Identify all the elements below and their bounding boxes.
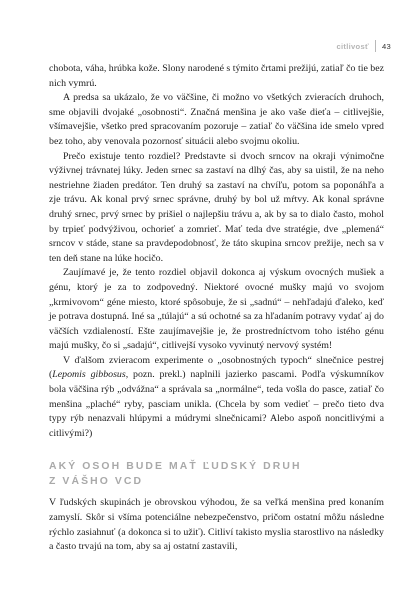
chapter-title: citlivosť — [336, 41, 369, 51]
section-heading-line: Z VÁŠHO VCD — [49, 476, 144, 488]
section-heading — [49, 459, 384, 489]
latin-species-name: Lepomis gibbosus — [52, 369, 126, 381]
section-heading-line: AKÝ OSOH BUDE MAŤ ĽUDSKÝ DRUH — [49, 461, 302, 473]
paragraph-text: , pozn. prekl.) naplnili jazierko pascami. Podľa výskumníkov bola väčšina rýb „odvážna“ a správala sa „normálne“, teda vošla do pasce, zatiaľ čo menšina „plaché“ ryby, pasciam unikla. (Chcela by som vedieť – prečo tieto dva typy rýb nenazvali hlúpymi a múdrymi slnečnicami? Alebo aspoň noncitlivými a citlivými?) — [49, 369, 384, 439]
paragraph: chobota, váha, hrúbka kože. Slony narodené s týmito črtami prežijú, zatiaľ čo tie bez nich vymrú. — [49, 63, 384, 89]
header-divider — [375, 40, 376, 52]
running-header — [336, 40, 391, 52]
paragraph: Zaujímavé je, že tento rozdiel objavil dokonca aj výskum ovocných mušiek a génu, ktorý je za to zodpovedný. Niektoré ovocné mušky majú vo svojom „krmivovom“ géne miesto, ktoré spôsobuje, že si „sadnú“ – nehľadajú ďaleko, keď je potrava dostupná. Iné sa „túlajú“ a sú ochotné sa za hľadaním potravy vydať aj do väčších vzdialeností. Ešte zaujímavejšie je, že prostredníctvom toho istého génu majú mušky, čo si „sadajú“, citlivejší vysoko vyvinutý nervový systém! — [49, 267, 384, 352]
body-text — [49, 62, 384, 555]
paragraph: A predsa sa ukázalo, že vo väčšine, či možno vo všetkých zvieracích druhoch, sme objavili dvojaké „osobnosti“. Značná menšina je ako vaše dieťa – citlivejšie, všímavejšie, všetko pred spracovaním pozoruje – zatiaľ čo väčšina ide smelo vpred bez toho, aby venovala pozornosť situácii alebo svojmu okoliu. — [49, 92, 384, 147]
paragraph — [49, 354, 384, 442]
paragraph-text: V ďalšom zvieracom experimente o „osobnostných typoch“ slnečnice pestrej ( — [49, 354, 384, 381]
paragraph: Prečo existuje tento rozdiel? Predstavte si dvoch srncov na okraji výnimočne výživnej trávnatej lúky. Jeden srnec sa zastaví na dlhý čas, aby sa uistil, že na neho nestriehne žiaden predátor. Ten druhý sa zastaví na chvíľu, potom sa poponáhľa a zje trávu. Ak konal prvý srnec správne, druhý by bol už mŕtvy. Ak konal správne druhý srnec, prvý srnec by prišiel o najlepšiu trávu a, ak by sa to dialo často, mohol by trpieť podvýživou, ochorieť a zomrieť. Mať teda dve stratégie, dve „plemená“ srncov v stáde, stane sa pravdepodobnosť, že táto skupina srncov prežije, nech sa v ten deň stane na lúke hocičo. — [49, 150, 384, 264]
page-number: 43 — [381, 41, 391, 51]
paragraph: V ľudských skupinách je obrovskou výhodou, že sa veľká menšina pred konaním zamyslí. Skôr si všíma potenciálne nebezpečenstvo, pričom ostatní môžu následne rýchlo zasiahnuť (a dokonca si to užiť). Citliví takisto myslia starostlivo na následky a často trvajú na tom, aby sa aj ostatní zastavili, — [49, 497, 384, 553]
